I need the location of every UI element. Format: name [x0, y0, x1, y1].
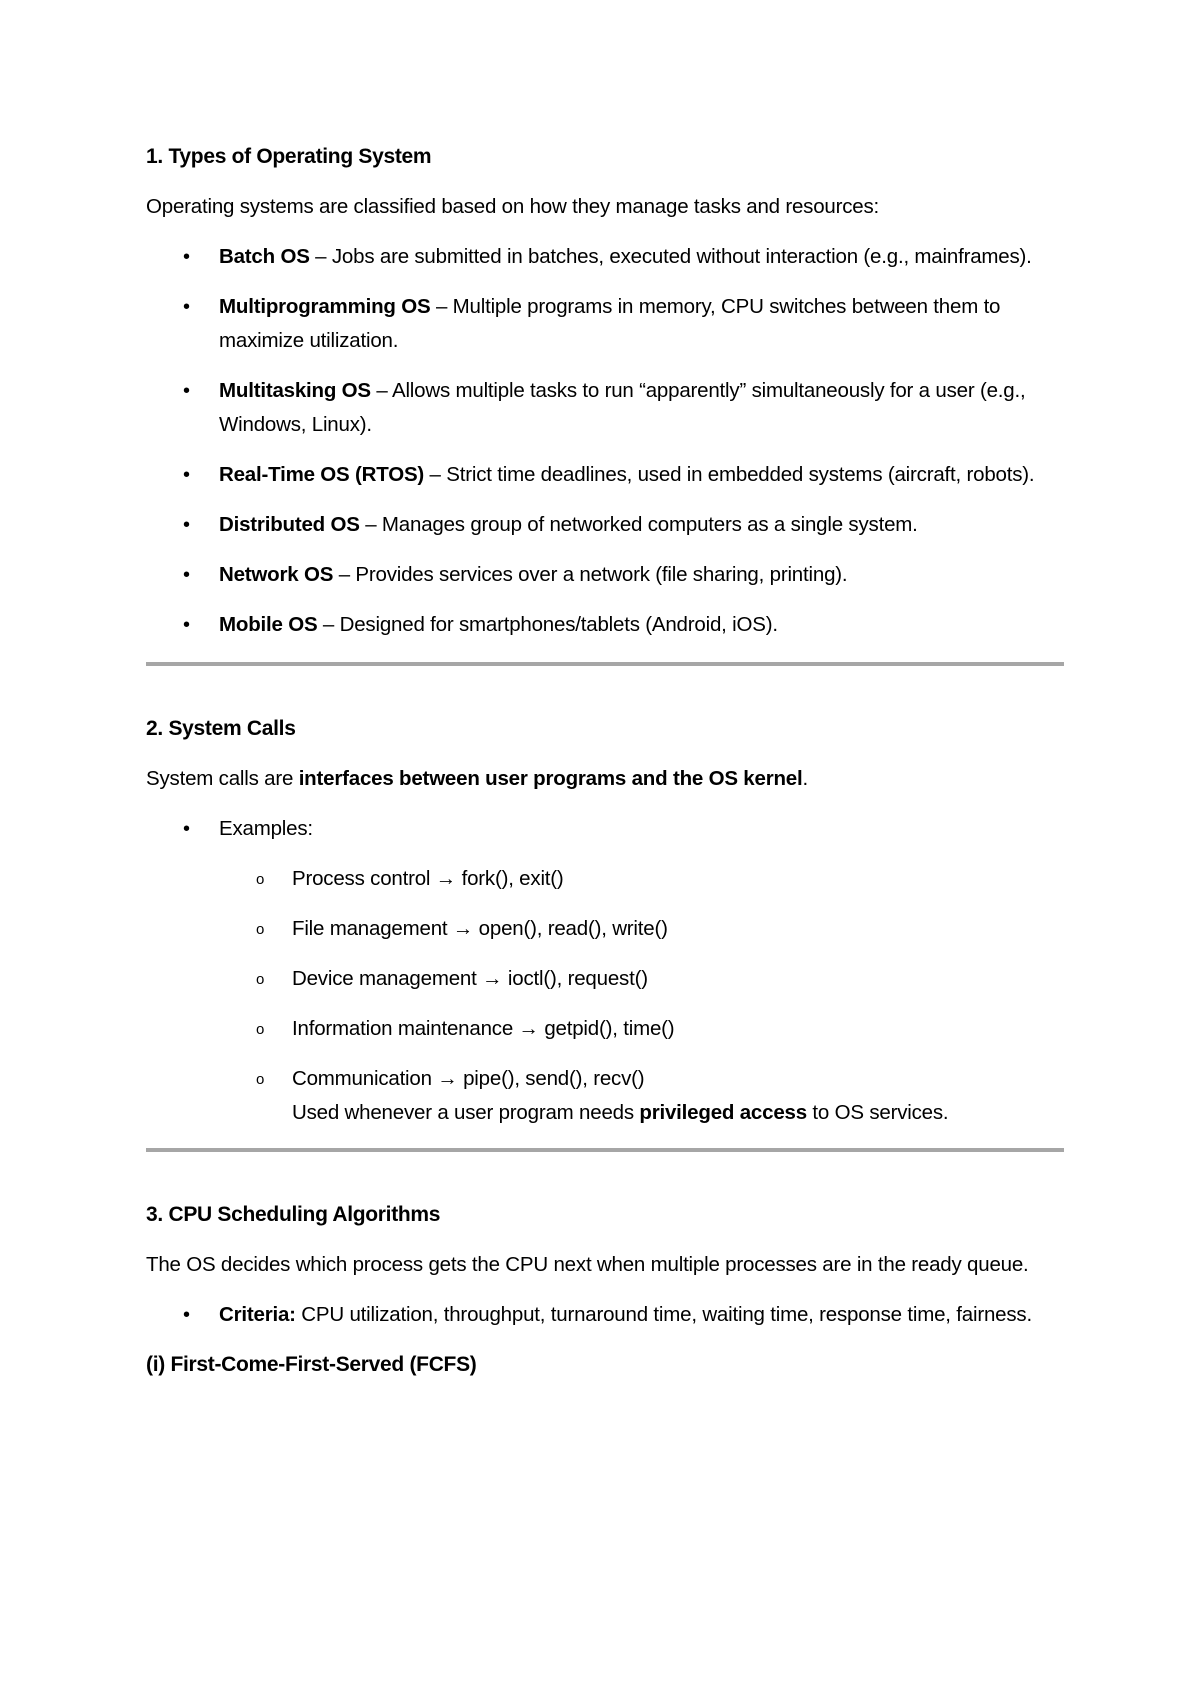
sublist-item: o Communication → pipe(), send(), recv() Used whenever a user program needs privileged access to OS services.: [146, 1062, 1064, 1130]
bullet-icon: •: [183, 818, 190, 840]
bullet-icon: •: [183, 380, 190, 402]
section-1-intro: Operating systems are classified based on how they manage tasks and resources:: [146, 195, 880, 218]
circle-bullet-icon: o: [256, 871, 265, 888]
circle-bullet-icon: o: [256, 1071, 265, 1088]
usage-note: Used whenever a user program needs: [292, 1101, 640, 1124]
os-type-term: Real-Time OS (RTOS): [219, 463, 425, 486]
os-type-desc: – Multiple programs in memory, CPU switches between them to maximize utilization.: [219, 295, 1001, 352]
os-type-desc: – Jobs are submitted in batches, executed without interaction (e.g., mainframes).: [309, 245, 1032, 268]
os-type-desc: – Designed for smartphones/tablets (Android, iOS).: [317, 613, 778, 636]
bullet-icon: •: [183, 246, 190, 268]
os-type-desc: – Allows multiple tasks to run “apparently” simultaneously for a user (e.g., Windows, Linux).: [219, 379, 1026, 436]
fcfs-subheading: (i) First-Come-First-Served (FCFS): [146, 1353, 477, 1376]
list-item: [146, 1298, 1064, 1332]
section-2-intro: System calls are interfaces between user programs and the OS kernel.: [146, 767, 808, 790]
examples-label: Examples:: [219, 817, 313, 840]
section-3-intro: The OS decides which process gets the CPU next when multiple processes are in the ready queue.: [146, 1253, 1029, 1276]
section-1-heading: 1. Types of Operating System: [146, 145, 432, 168]
os-type-term: Mobile OS: [219, 613, 318, 636]
section-2-heading: 2. System Calls: [146, 717, 296, 740]
bullet-icon: •: [183, 1304, 190, 1326]
list-item: [146, 240, 1064, 274]
os-type-term: Batch OS: [219, 245, 310, 268]
os-type-term: Distributed OS: [219, 513, 360, 536]
list-item: [146, 290, 1064, 358]
os-types-list: [146, 240, 1064, 642]
bullet-icon: •: [183, 614, 190, 636]
circle-bullet-icon: o: [256, 921, 265, 938]
circle-bullet-icon: o: [256, 1021, 265, 1038]
criteria-list: [146, 1298, 1064, 1332]
list-item: [146, 558, 1064, 592]
os-type-desc: – Strict time deadlines, used in embedded systems (aircraft, robots).: [424, 463, 1035, 486]
sublist-item: o Process control → fork(), exit(): [146, 862, 1064, 896]
circle-bullet-icon: o: [256, 971, 265, 988]
criteria-text: CPU utilization, throughput, turnaround time, waiting time, response time, fairness.: [295, 1303, 1032, 1326]
bullet-icon: •: [183, 564, 190, 586]
horizontal-rule: [146, 662, 1064, 666]
document-page: [146, 140, 1064, 1382]
os-type-desc: – Manages group of networked computers as a single system.: [359, 513, 918, 536]
bullet-icon: •: [183, 464, 190, 486]
os-type-desc: – Provides services over a network (file sharing, printing).: [333, 563, 848, 586]
list-item: [146, 608, 1064, 642]
bullet-icon: •: [183, 514, 190, 536]
sublist-item: o Information maintenance → getpid(), time(): [146, 1012, 1064, 1046]
horizontal-rule: [146, 1148, 1064, 1152]
sublist-item: o Device management → ioctl(), request(): [146, 962, 1064, 996]
bullet-icon: •: [183, 296, 190, 318]
list-item: [146, 374, 1064, 442]
os-type-term: Network OS: [219, 563, 334, 586]
criteria-label: Criteria:: [219, 1303, 296, 1326]
examples-sublist: [146, 862, 1064, 1130]
sublist-item: o File management → open(), read(), write(): [146, 912, 1064, 946]
os-type-term: Multitasking OS: [219, 379, 371, 402]
list-item: [146, 812, 1064, 1130]
section-3-heading: 3. CPU Scheduling Algorithms: [146, 1203, 441, 1226]
os-type-term: Multiprogramming OS: [219, 295, 431, 318]
list-item: [146, 508, 1064, 542]
system-calls-list: [146, 812, 1064, 1130]
list-item: [146, 458, 1064, 492]
